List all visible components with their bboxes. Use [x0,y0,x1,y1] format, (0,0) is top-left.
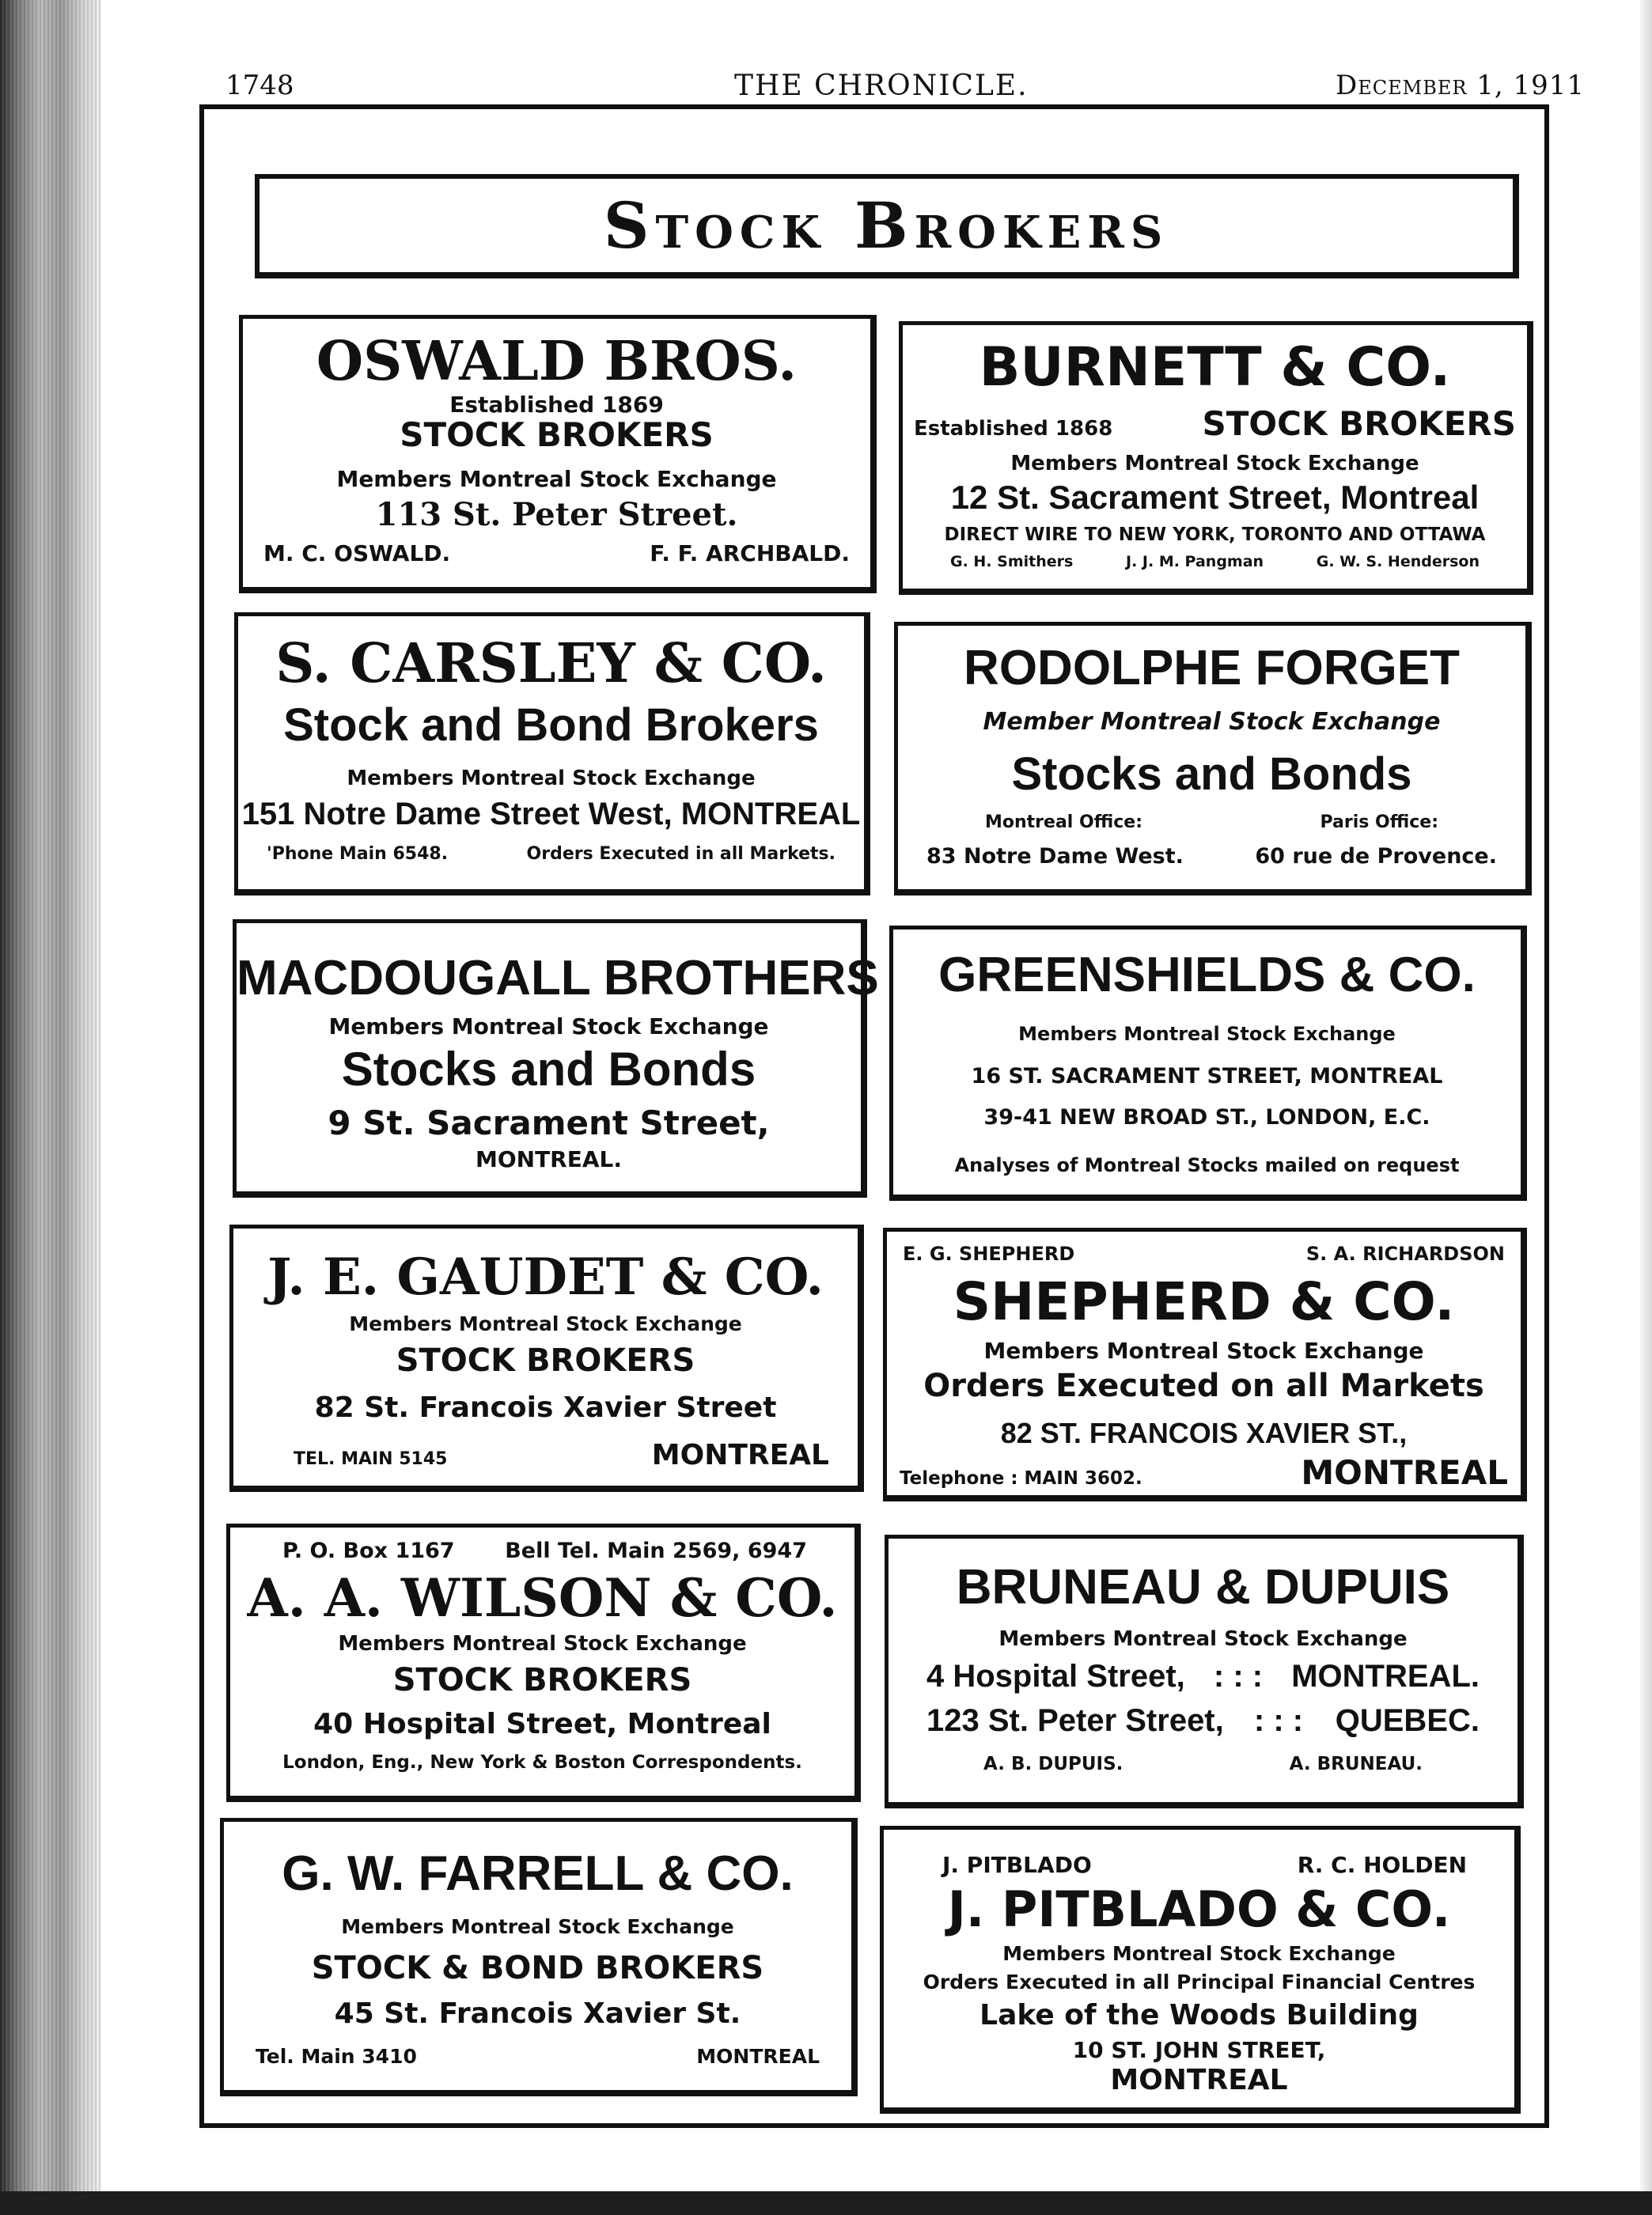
firm-name: S. CARSLEY & CO. [275,632,827,695]
membership: Members Montreal Stock Exchange [341,1915,734,1938]
separator-1: : : : [1213,1659,1264,1694]
business-type: Stocks and Bonds [341,1043,756,1096]
section-title: Stock Brokers [603,188,1169,263]
partner-1: G. H. Smithers [950,553,1074,570]
phone-city [233,1439,858,1471]
membership: Members Montreal Stock Exchange [328,1013,769,1039]
est-business-line [903,404,1527,443]
paris-office: 60 rue de Provence. [1255,844,1497,869]
membership: Members Montreal Stock Exchange [336,466,777,492]
address: 82 St. Francois Xavier Street [314,1391,777,1424]
established: Established 1869 [449,392,664,418]
city: MONTREAL. [475,1146,623,1172]
montreal-office-label: Montreal Office: [985,812,1142,832]
city-1: MONTREAL. [1291,1659,1480,1694]
issue-date: December 1, 1911 [1336,70,1586,101]
po-box: P. O. Box 1167 [282,1539,455,1563]
partner-left: A. B. DUPUIS. [983,1754,1123,1774]
phone: 'Phone Main 6548. [267,844,449,864]
partner-3: G. W. S. Henderson [1316,553,1480,570]
address: 151 Notre Dame Street West, MONTREAL [241,797,861,831]
ad-rodolphe-forget [894,622,1532,895]
business-type: STOCK BROKERS [400,415,714,454]
ad-bruneau-dupuis [885,1535,1524,1808]
office-labels [898,812,1525,832]
ad-g-w-farrell-co [220,1818,858,2096]
ad-j-pitblado-co [880,1826,1521,2114]
firm-name: BRUNEAU & DUPUIS [956,1560,1450,1615]
ad-s-carsley-co [234,612,870,895]
ad-shepherd-co [883,1228,1527,1501]
partners [884,1852,1514,1878]
montreal-office: 83 Notre Dame West. [926,844,1184,869]
ad-j-e-gaudet-co [229,1225,864,1492]
phone-city [224,2045,851,2068]
business-type: STOCK & BOND BROKERS [311,1950,764,1986]
address-2: 39-41 NEW BROAD ST., LONDON, E.C. [983,1105,1430,1130]
note: Analyses of Montreal Stocks mailed on request [954,1154,1460,1176]
partners [903,553,1527,570]
phone: Bell Tel. Main 2569, 6947 [505,1539,807,1563]
phone: TEL. MAIN 5145 [294,1449,448,1469]
address: 10 ST. JOHN STREET, [1072,2037,1326,2063]
city-2: QUEBEC. [1335,1703,1480,1738]
ad-a-a-wilson-co [226,1524,861,1802]
partner-2: J. J. M. Pangman [1126,553,1264,570]
city: MONTREAL [1110,2064,1288,2096]
membership: Members Montreal Stock Exchange [1002,1942,1396,1965]
contact-line [230,1539,854,1563]
city: MONTREAL [651,1439,829,1471]
address-2: 123 St. Peter Street, [926,1703,1224,1738]
partners [243,540,870,566]
paris-office-label: Paris Office: [1320,812,1438,832]
business-type: STOCK BROKERS [1202,404,1516,443]
page-bottom-edge [0,2191,1652,2215]
membership: Members Montreal Stock Exchange [983,1338,1424,1364]
ad-greenshields-co [889,926,1527,1201]
address: 9 St. Sacrament Street, [328,1104,770,1142]
phone: Telephone : MAIN 3602. [900,1468,1142,1489]
ad-burnett-co [899,321,1533,595]
firm-name: OSWALD BROS. [316,330,798,393]
journal-title: THE CHRONICLE. [734,70,1029,102]
firm-name: J. E. GAUDET & CO. [267,1248,824,1307]
business-type: Stock and Bond Brokers [283,699,819,751]
address-1: 16 ST. SACRAMENT STREET, MONTREAL [971,1064,1443,1089]
partner-left: E. G. SHEPHERD [903,1243,1075,1265]
firm-name: SHEPHERD & CO. [953,1271,1455,1332]
firm-name: MACDOUGALL BROTHERS [237,951,879,1005]
partners [887,1243,1521,1265]
address: 113 St. Peter Street. [375,496,738,533]
offices [898,844,1525,869]
address: 40 Hospital Street, Montreal [313,1708,771,1740]
partner-right: F. F. ARCHBALD. [650,540,850,566]
book-gutter [0,0,101,2215]
membership: Members Montreal Stock Exchange [347,767,756,790]
phone-orders [238,844,864,864]
partner-left: M. C. OSWALD. [263,540,451,566]
ad-oswald-bros [239,315,877,593]
firm-name: BURNETT & CO. [979,336,1451,399]
address-line-2 [889,1703,1517,1739]
firm-name: RODOLPHE FORGET [964,641,1460,695]
firm-name: J. PITBLADO & CO. [947,1880,1451,1938]
building: Lake of the Woods Building [979,1999,1419,2031]
city: MONTREAL [696,2045,820,2068]
partner-right: S. A. RICHARDSON [1305,1243,1505,1265]
membership: Members Montreal Stock Exchange [1010,452,1419,475]
membership: Members Montreal Stock Exchange [998,1627,1408,1651]
page-header [0,70,1652,109]
address-line-1 [889,1659,1517,1694]
address: 45 St. Francois Xavier St. [334,1997,741,2030]
phone: Tel. Main 3410 [256,2045,417,2068]
address: 82 ST. FRANCOIS XAVIER ST., [1000,1417,1408,1449]
separator-2: : : : [1253,1703,1304,1738]
page-number: 1748 [225,70,294,101]
page-edge [1639,0,1652,2215]
ad-macdougall-brothers [233,919,879,1198]
direct-wire: DIRECT WIRE TO NEW YORK, TORONTO AND OTTAWA [944,524,1486,545]
partners [889,1754,1517,1774]
partner-left: J. PITBLADO [942,1852,1092,1878]
orders: Orders Executed in all Markets. [526,844,835,864]
correspondents: London, Eng., New York & Boston Correspondents. [282,1752,802,1773]
firm-name: A. A. WILSON & CO. [247,1567,838,1629]
business-type: STOCK BROKERS [392,1662,692,1698]
business-type: STOCK BROKERS [396,1342,695,1379]
orders: Orders Executed in all Principal Financial Centres [923,1971,1476,1994]
section-title-box [255,174,1519,278]
firm-name: G. W. FARRELL & CO. [282,1846,794,1901]
city: MONTREAL [1301,1453,1508,1492]
orders: Orders Executed on all Markets [923,1368,1484,1404]
address-1: 4 Hospital Street, [926,1659,1185,1694]
membership: Members Montreal Stock Exchange [338,1632,747,1656]
address: 12 St. Sacrament Street, Montreal [950,479,1480,516]
membership: Members Montreal Stock Exchange [349,1312,742,1335]
membership: Members Montreal Stock Exchange [1018,1023,1396,1045]
phone-city [887,1453,1521,1492]
firm-name: GREENSHIELDS & CO. [938,948,1476,1002]
membership: Member Montreal Stock Exchange [983,708,1441,736]
partner-right: A. BRUNEAU. [1289,1754,1423,1774]
partner-right: R. C. HOLDEN [1297,1852,1467,1878]
business-type: Stocks and Bonds [1011,748,1412,800]
established: Established 1868 [914,417,1113,441]
